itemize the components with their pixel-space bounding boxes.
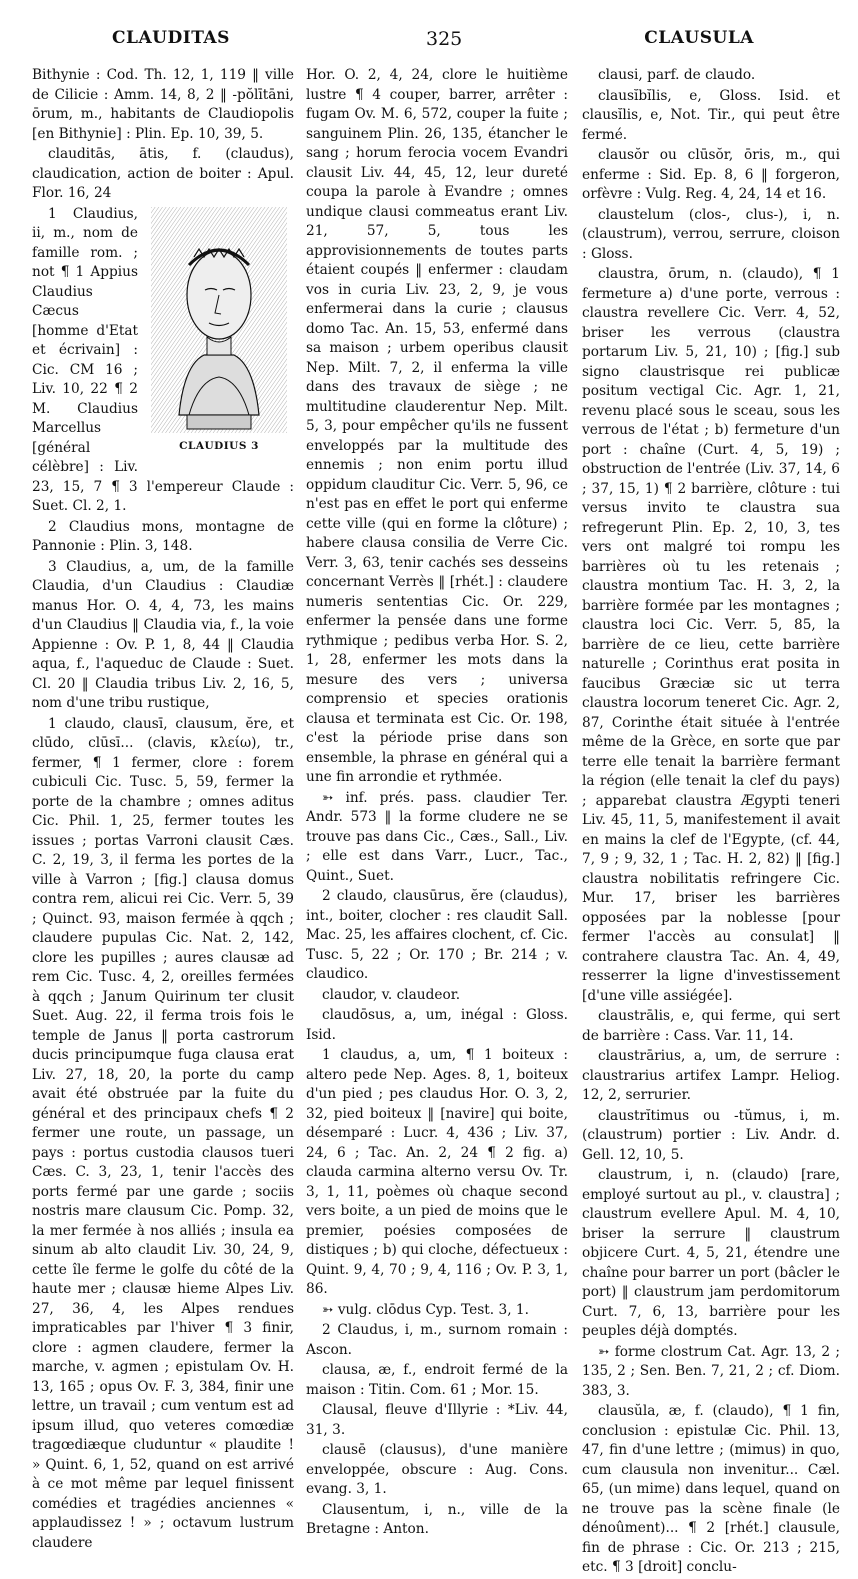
column-3 xyxy=(582,66,840,1579)
dictionary-entry: Clausal, fleuve d'Illyrie : *Liv. 44, 31, 3. xyxy=(306,1402,568,1438)
dictionary-entry: clausē (clausus), d'une manière enveloppée, obscure : Aug. Cons. evang. 3, 1. xyxy=(306,1442,568,1497)
column-2 xyxy=(306,66,568,1541)
dictionary-entry: claustrum, i, n. (claudo) [rare, employé surtout au pl., v. claustra] ; claustrum evellere Apul. M. 4, 10, briser la serrure ‖ claustrum objicere Curt. 4, 5, 21, étendre une chaîne pour barrer un port (bâcler le port) ‖ claustrum jam perdomitorum Curt. 7, 6, 13, barrière pour les peuples déjà domptés. xyxy=(582,1167,840,1339)
dictionary-entry: clausŏr ou clūsŏr, ōris, m., qui enferme : Sid. Ep. 8, 6 ‖ forgeron, orfèvre : Vulg. Reg. 4, 24, 14 et 16. xyxy=(582,147,840,202)
dictionary-entry: claustelum (clos-, clus-), i, n. (claustrum), verrou, serrure, cloison : Gloss. xyxy=(582,206,840,262)
dictionary-entry: claustrālis, e, qui ferme, qui sert de barrière : Cass. Var. 11, 14. xyxy=(582,1008,840,1044)
left-headword: CLAUDITAS xyxy=(112,28,230,48)
dictionary-entry: clausi, parf. de claudo. xyxy=(598,67,756,83)
dictionary-entry: 3 Claudius, a, um, de la famille Claudia, d'un Claudius : Claudiæ manus Hor. O. 4, 4, 73, les mains d'un Claudius ‖ Claudia via, f., la voie Appienne : Ov. P. 1, 8, 44 ‖ Claudia aqua, f., l'aqueduc de Claude : Suet. Cl. 20 ‖ Claudia tribus Liv. 2, 16, 5, nom d'une tribu rustique, xyxy=(32,558,294,711)
dictionary-entry: claudōsus, a, um, inégal : Gloss. Isid. xyxy=(306,1007,568,1043)
dictionary-entry: ➳ vulg. clōdus Cyp. Test. 3, 1. xyxy=(322,1301,529,1318)
dictionary-entry: claustrārius, a, um, de serrure : claustrarius artifex Lampr. Heliog. 12, 2, serrurier. xyxy=(582,1048,840,1103)
dictionary-entry: 1 Claudius, ii, m., nom de famille rom. ; not ¶ 1 Appius Claudius Cæcus [homme d'Etat et écrivain] : Cic. CM 16 ; Liv. 10, 22 ¶ 2 M. Claudius Marcellus [général célèbre] : Liv. 23, 15, 7 ¶ 3 l'empereur Claude : Suet. Cl. 2, 1. xyxy=(32,205,294,514)
dictionary-entry: Clausentum, i, n., ville de la Bretagne : Anton. xyxy=(306,1501,568,1537)
dictionary-entry: 1 claudus, a, um, ¶ 1 boiteux : altero pede Nep. Ages. 8, 1, boiteux d'un pied ; pes claudus Hor. O. 3, 2, 32, pied boiteux ‖ [navire] qui boite, désemparé : Lucr. 4, 436 ; Liv. 37, 24, 6 ; Tac. An. 2, 24 ¶ 2 fig. a) clauda carmina alterno versu Ov. Tr. 3, 1, 11, poèmes où chaque second vers boite, a un pied de moins que le premier, poésies composées de distiques ; b) qui cloche, défectueux : Quint. 9, 4, 70 ; 9, 4, 116 ; Ov. P. 3, 1, 86. xyxy=(306,1047,568,1297)
dictionary-entry: Bithynie : Cod. Th. 12, 1, 119 ‖ ville de Cilicie : Amm. 14, 8, 2 ‖ -pŏlītāni, ōrum, m., habitants de Claudiopolis [en Bithynie] : Plin. Ep. 10, 39, 5. xyxy=(32,67,294,142)
claudius-bust-illustration xyxy=(149,205,289,435)
column-1 xyxy=(32,66,294,1554)
dictionary-entry: 2 Claudius mons, montagne de Pannonie : Plin. 3, 148. xyxy=(32,518,294,554)
dictionary-entry: claudor, v. claudeor. xyxy=(322,986,461,1003)
dictionary-entry: ➳ inf. prés. pass. claudier Ter. Andr. 573 ‖ la forme cludere ne se trouve pas dans Cic., Cæs., Sall., Liv. ; elle est dans Varr., Lucr., Tac., Quint., Suet. xyxy=(306,789,568,884)
claudius-portrait-figure xyxy=(144,205,294,457)
dictionary-entry: 1 claudo, clausī, clausum, ĕre, et clūdo, clūsī... (clavis, κλείω), tr., fermer, ¶ 1 fermer, clore : forem cubiculi Cic. Tusc. 5, 59, fermer la porte de la chambre ; omnes aditus Cic. Phil. 1, 25, fermer toutes les issues ; portas Varroni clausit Cæs. C. 2, 19, 3, il ferma les portes de la ville à Varron ; [fig.] clausa domus contra rem, alicui rei Cic. Verr. 5, 39 ; Quinct. 93, maison fermée à qqch ; claudere pupulas Cic. Nat. 2, 142, clore les pupilles ; aures clausæ ad rem Cic. Tusc. 4, 2, oreilles fermées à qqch ; Janum Quirinum ter clusit Suet. Aug. 22, il ferma trois fois le temple de Janus ‖ porta castrorum ducis principumque fuga clausa erat Liv. 27, 18, 20, la porte du camp avait été obstruée par la fuite du général et des principaux chefs ¶ 2 fermer une route, un passage, un pays : portus custodia clausos tueri Cæs. C. 3, 23, 1, tenir l'accès des ports fermé par une garde ; sociis nostris mare clausum Cic. Pomp. 32, la mer fermée à nos alliés ; insula ea sinum ab alto claudit Liv. 30, 24, 9, cette île ferme le golfe du côté de la haute mer ; clausæ hieme Alpes Liv. 27, 36, 4, les Alpes rendues impraticables par l'hiver ¶ 3 finir, clore : agmen claudere, fermer la marche, v. agmen ; epistulam Ov. H. 13, 165 ; opus Ov. F. 3, 384, finir une lettre, un travail ; cum ventum est ad ipsum illud, quo veteres comœdiæ tragœdiæque cluduntur « plaudite ! » Quint. 6, 1, 52, quand on est arrivé à ce mot même par lequel finissent comédies et tragédies anciennes « applaudissez ! » ; octavum lustrum claudere xyxy=(32,715,294,1551)
dictionary-entry: 2 claudo, clausūrus, ĕre (claudus), int., boiter, clocher : res claudit Sall. Mac. 25, les affaires clochent, cf. Cic. Tusc. 5, 22 ; Or. 170 ; Br. 214 ; v. claudico. xyxy=(306,888,568,982)
dictionary-entry: ➳ forme clostrum Cat. Agr. 13, 2 ; 135, 2 ; Sen. Ben. 7, 21, 2 ; cf. Diom. 383, 3. xyxy=(582,1343,840,1399)
right-headword: CLAUSULA xyxy=(644,28,754,48)
dictionary-entry: clausa, æ, f., endroit fermé de la maison : Titin. Com. 61 ; Mor. 15. xyxy=(306,1362,568,1398)
figure-caption: CLAUDIUS 3 xyxy=(179,439,259,452)
dictionary-entry: clausŭla, æ, f. (claudo), ¶ 1 fin, conclusion : epistulæ Cic. Phil. 13, 47, fin d'une lettre ; (mimus) in quo, cum clausula non invenitur... Cæl. 65, (un mime) dans lequel, quand on ne trouve pas la scène finale (le dénoûment)... ¶ 2 [rhét.] clausule, fin de phrase : Cic. Or. 213 ; 215, etc. ¶ 3 [droit] conclu- xyxy=(582,1403,840,1575)
dictionary-entry: claustra, ōrum, n. (claudo), ¶ 1 fermeture a) d'une porte, verrous : claustra revellere Cic. Verr. 4, 52, briser les verrous (claustra portarum Liv. 5, 21, 10) ; [fig.] sub signo claustrisque rei publicæ positum vectigal Cic. Agr. 1, 21, revenu placé sous le sceau, sous les verrous de l'état ; b) fermeture d'un port : chaîne (Curt. 4, 5, 19) ; obstruction de l'entrée (Liv. 37, 14, 6 ; 37, 15, 1) ¶ 2 barrière, clôture : tui versus invito te claustra sua refregerunt Plin. Ep. 2, 10, 3, tes vers ont malgré toi rompu les barrières où tu les retenais ; claustra montium Tac. H. 3, 2, la barrière formée par les montagnes ; claustra loci Cic. Verr. 5, 85, la barrière de ce lieu, cette barrière naturelle ; Corinthus erat posita in faucibus Græciæ sic ut terra claustra locorum teneret Cic. Agr. 2, 87, Corinthe était située à l'entrée même de la Grèce, en sorte que par terre elle tenait la barrière fermant la région (elle tenait la clef du pays) ; apparebat claustra Ægypti teneri Liv. 45, 11, 5, manifestement il avait en mains la clef de l'Egypte, (cf. 44, 7, 9 ; 9, 32, 1 ; Tac. H. 2, 82) ‖ [fig.] claustra nobilitatis refringere Cic. Mur. 17, briser les barrières opposées par la noblesse [pour fermer l'accès au consulat] ‖ contrahere claustra Tac. An. 4, 49, resserrer la ligne d'investissement [d'une ville assiégée]. xyxy=(582,266,840,1004)
dictionary-entry: claustrĭtimus ou -tŭmus, i, m. (claustrum) portier : Liv. Andr. d. Gell. 12, 10, 5. xyxy=(582,1107,840,1163)
running-header xyxy=(0,28,858,58)
dictionary-entry: 2 Claudus, i, m., surnom romain : Ascon. xyxy=(306,1322,568,1358)
dictionary-entry: clausĭbĭlis, e, Gloss. Isid. et clausĭlis, e, Not. Tir., qui peut être fermé. xyxy=(582,87,840,143)
dictionary-entry: clauditās, ātis, f. (claudus), claudication, action de boiter : Apul. Flor. 16, 24 xyxy=(32,146,294,201)
dictionary-entry: Hor. O. 2, 4, 24, clore le huitième lustre ¶ 4 couper, barrer, arrêter : fugam Ov. M. 6, 572, couper la fuite ; sanguinem Plin. 26, 135, étancher le sang ; horum ferocia vocem Evandri clausit Liv. 44, 45, 12, leur dureté coupa la parole à Evandre ; omnes undique clausi commeatus erant Liv. 21, 57, 5, tous les approvisionnements de toutes parts étaient coupés ‖ enfermer : claudam vos in curia Liv. 23, 2, 9, je vous enfermerai dans la curie ; clausus domo Tac. An. 15, 53, enfermé dans sa maison ; urbem operibus clausit Nep. Milt. 7, 2, il enferma la ville dans des travaux de siège ; ne multitudine clauderentur Nep. Milt. 5, 3, pour empêcher qu'ils ne fussent enveloppés par la multitude des ennemis ; non enim portu illud oppidum clauditur Cic. Verr. 5, 96, ce n'est pas en effet le port qui enferme cette ville (qui en forme la clôture) ; habere clausa consilia de Verre Cic. Verr. 3, 63, tenir cachés ses desseins concernant Verrès ‖ [rhét.] : claudere numeris sententias Cic. Or. 229, enfermer la pensée dans une forme rythmique ; pedibus verba Hor. S. 2, 1, 28, enfermer les mots dans la mesure des vers ; universa comprensio et species orationis clausa et terminata est Cic. Or. 198, c'est la période prise dans son ensemble, la phrase en général qui a une fin arrondie et rythmée. xyxy=(306,67,568,785)
page-number: 325 xyxy=(426,28,463,50)
